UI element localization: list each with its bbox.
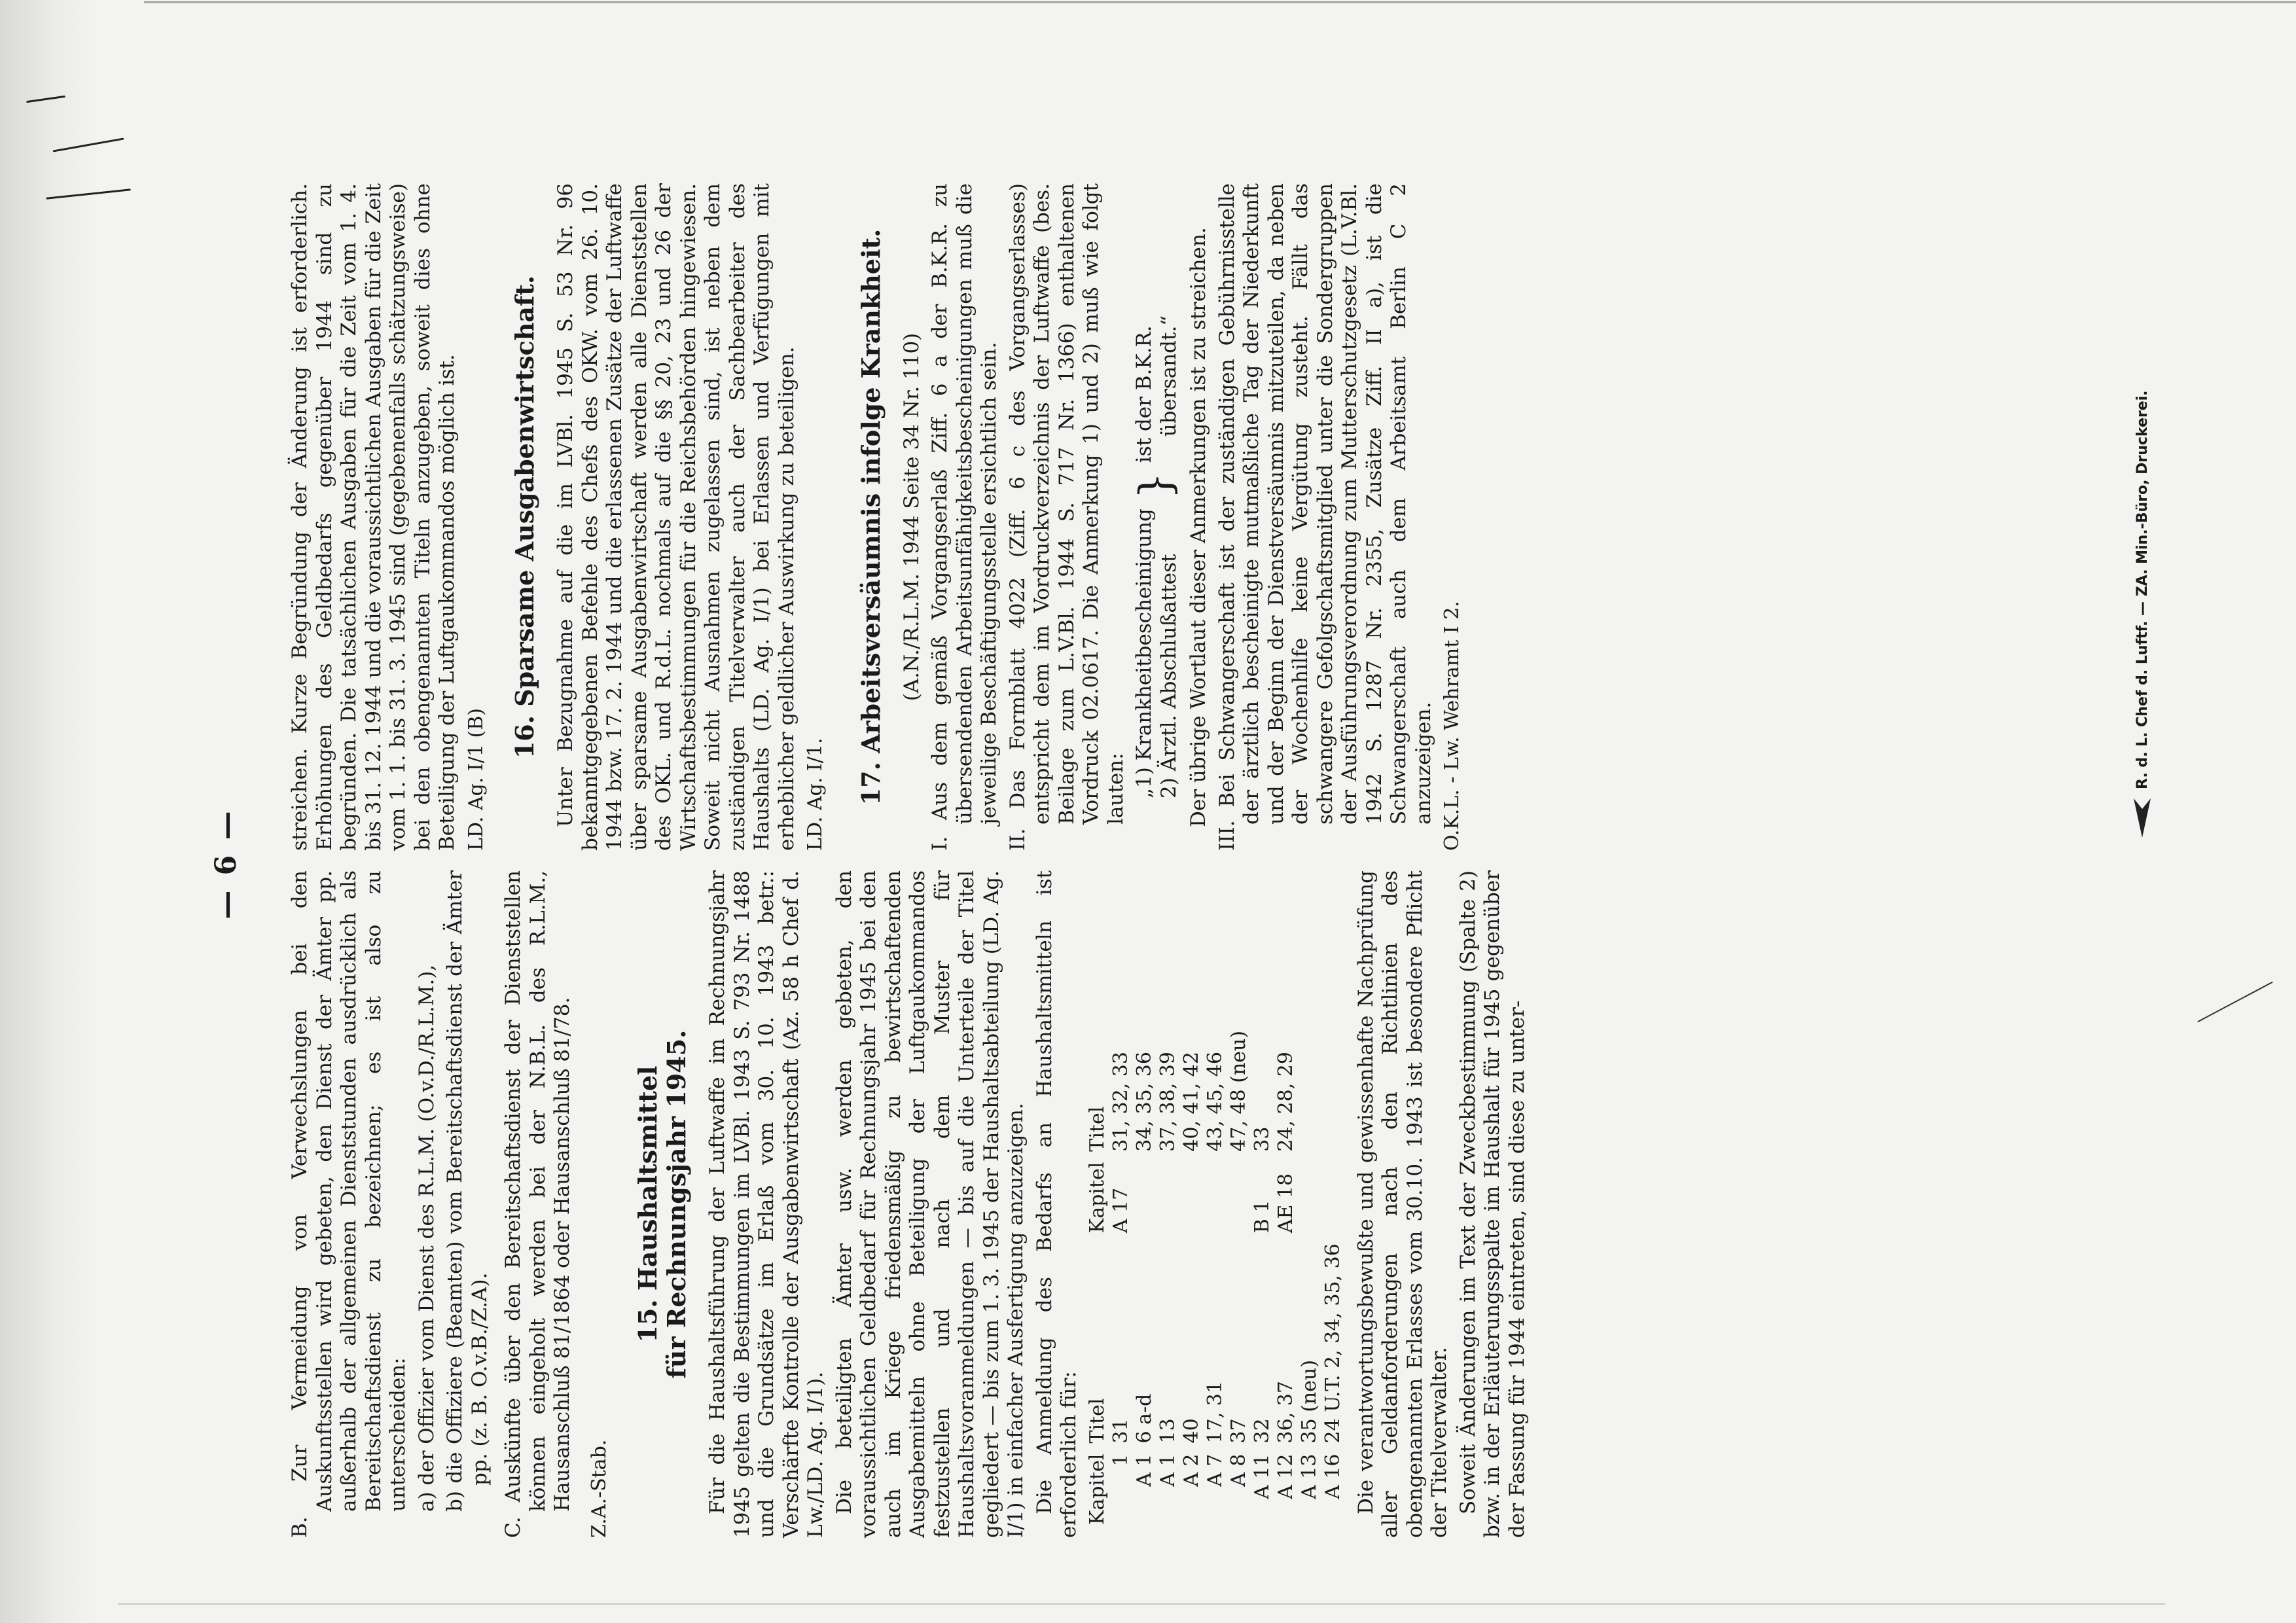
table-cell: 24, 28, 29 xyxy=(1274,1052,1297,1152)
signature-okl: O.K.L. - Lw. Wehramt I 2. xyxy=(1441,601,1463,851)
signature-ld-ag: LD. Ag. I/1. xyxy=(804,738,827,851)
item-a-text: a) der Offizier vom Dienst des R.L.M. (O.v.D./R.L.M.), xyxy=(414,964,439,1512)
quote-block xyxy=(1132,183,1181,798)
heading-17: 17. Arbeitsversäumnis infolge Krankheit. xyxy=(855,228,886,806)
kapitel-titel-table xyxy=(1086,1020,1345,1525)
heading-15 xyxy=(634,870,691,1538)
eagle-logo-icon xyxy=(2134,798,2151,838)
table-cell: A 16 xyxy=(1321,1454,1344,1499)
paragraph-17-3: Der übrige Wortlaut dieser Anmerkungen ist zu streichen. xyxy=(1187,227,1210,827)
table-cell xyxy=(1227,1152,1251,1234)
table-cell: 13 xyxy=(1156,1418,1179,1444)
table-cell: A 11 xyxy=(1250,1454,1274,1499)
heading-15-line1: 15. Haushaltsmittel xyxy=(633,1065,662,1343)
quote-brace: } xyxy=(1130,472,1181,500)
table-cell xyxy=(1180,1152,1204,1234)
quote-line-2: 2) Ärztl. Abschlußattest xyxy=(1157,554,1181,798)
printer-footer-text: R. d. L. Chef d. Luftf. — ZA. Min.-Büro, Druckerei. xyxy=(2134,390,2151,789)
table-row xyxy=(1274,1020,1298,1525)
quote-suffix-1: ist der B.K.R. xyxy=(1132,325,1156,463)
table-cell: 40 xyxy=(1179,1418,1203,1444)
reference-17: (A.N./R.L.M. 1944 Seite 34 Nr. 110) xyxy=(899,332,924,702)
table-cell: 40, 41, 42 xyxy=(1179,1052,1203,1152)
table-row xyxy=(1133,1020,1157,1525)
paragraph-15-1: Für die Haushaltsführung der Luftwaffe im Rechnungsjahr 1945 gelten die Bestimmungen im LVBl. 1943 S. 793 Nr. 1488 und die Grundsätze im Erlaß vom 30. 10. 1943 betr.: Verschärfte Kontrolle der Ausgabenwirtschaft (Az. 58 h Chef d. Lw./LD. Ag. I/1). xyxy=(706,870,827,1538)
quote-suffix xyxy=(1132,315,1181,463)
table-cell: A 7 xyxy=(1203,1454,1227,1487)
table-cell: 36, 37 xyxy=(1274,1381,1297,1444)
table-cell: A 1 xyxy=(1156,1454,1179,1487)
table-body xyxy=(1109,1020,1345,1525)
table-cell: A 12 xyxy=(1274,1454,1297,1499)
table-header: Titel xyxy=(1085,1106,1109,1152)
section-b-text: B. Zur Vermeidung von Verwechslungen bei den Auskunftsstellen wird gebeten, den Dienst der Ämter pp. außerhalb der allgemeinen Dienststunden ausdrücklich als Bereitschaftsdienst zu bezeichnen; es ist also zu unterscheiden: xyxy=(288,870,410,1538)
table-cell xyxy=(1133,1152,1157,1234)
paragraph-17-1: I. Aus dem gemäß Vorgangserlaß Ziff. 6 a der B.K.R. zu übersendenden Arbeitsunfähigkeitsbescheinigungen muß die jeweilige Beschäftigungsstelle ersichtlich sein. xyxy=(928,183,1001,851)
table-cell xyxy=(1321,1020,1345,1152)
paragraph-15-4: Die verantwortungsbewußte und gewissenhafte Nachprüfung aller Geldanforderungen nach den Richtlinien des obengenannten Erlasses vom 30.10. 1943 ist besondere Pflicht der Titelverwalter. xyxy=(1354,870,1451,1538)
table-cell: 6 a-d xyxy=(1132,1393,1156,1444)
table-header: Titel xyxy=(1085,1398,1109,1444)
table-cell: 43, 45, 46 xyxy=(1203,1052,1227,1152)
table-cell xyxy=(1298,1020,1321,1152)
scan-shadow-edge xyxy=(0,0,98,1623)
table-cell: 24 U.T. 2, 34, 35, 36 xyxy=(1321,1243,1344,1444)
printer-footer xyxy=(2134,390,2151,838)
table-cell: 47, 48 (neu) xyxy=(1227,1030,1250,1152)
signature-ld-ag-b: LD. Ag. I/1 (B) xyxy=(464,708,488,851)
quote-line-1: „1) Krankheitbescheinigung xyxy=(1132,508,1156,798)
table-header: Kapitel xyxy=(1085,1454,1109,1525)
quote-items xyxy=(1132,508,1181,798)
signature-za-stab: Z.A.-Stab. xyxy=(587,1439,611,1538)
scan-bottom-border xyxy=(118,1603,2165,1605)
table-cell: A 13 xyxy=(1297,1454,1321,1499)
table-header: Kapitel xyxy=(1085,1162,1109,1234)
table-cell xyxy=(1298,1152,1321,1234)
table-cell: A 8 xyxy=(1227,1454,1250,1487)
paragraph-15-5: Soweit Änderungen im Text der Zweckbestimmung (Spalte 2) bzw. in der Erläuterungsspalte im Haushalt für 1945 gegenüber der Fassung für 1944 eintreten, sind diese zu unter- xyxy=(1456,870,1529,1538)
paragraph-16: Unter Bezugnahme auf die im LVBl. 1945 S. 53 Nr. 96 bekanntgegebenen Befehle des Chefs des OKW. vom 26. 10. 1944 bzw. 17. 2. 1944 und die erlassenen Zusätze der Luftwaffe über sparsame Ausgabenwirtschaft werden alle Dienststellen des OKL. und R.d.L. nochmals auf die §§ 20, 23 und 26 der Wirtschaftsbestimmungen für die Reichsbehörden hingewiesen. Soweit nicht Ausnahmen zugelassen sind, ist neben dem zuständigen Titelverwalter auch der Sachbearbeiter des Haushalts (LD. Ag. I/1) bei Erlassen und Verfügungen mit erheblicher geldlicher Auswirkung zu beteiligen. xyxy=(554,183,798,851)
table-row xyxy=(1321,1020,1345,1525)
table-cell xyxy=(1204,1152,1227,1234)
table-cell: 31 xyxy=(1109,1418,1132,1444)
table-cell: 32 xyxy=(1250,1418,1274,1444)
table-cell xyxy=(1321,1152,1345,1234)
table-cell: B 1 xyxy=(1250,1200,1274,1234)
section-c-text: C. Auskünfte über den Bereitschaftsdienst der Dienststellen können eingeholt werden bei der N.B.L. des R.L.M., Hausanschluß 81/1864 oder Hausanschluß 81/78. xyxy=(501,870,574,1538)
paragraph-17-2: II. Das Formblatt 4022 (Ziff. 6 c des Vorgangserlasses) entspricht dem im Vordruckverzeichnis der Luftwaffe (bes. Beilage zum L.V.Bl. 1944 S. 717 Nr. 1366) enthaltenen Vordruck 02.0617. Die Anmerkung 1) und 2) muß wie folgt lauten: xyxy=(1005,183,1128,851)
table-cell: A 2 xyxy=(1179,1454,1203,1487)
table-cell: AE 18 xyxy=(1274,1173,1297,1234)
table-cell: 17, 31 xyxy=(1203,1381,1227,1444)
left-column xyxy=(288,870,1534,1538)
table-cell: A 1 xyxy=(1132,1454,1156,1487)
table-cell: 33 xyxy=(1250,1126,1274,1152)
paragraph-15-2: Die beteiligten Ämter usw. werden gebeten, den voraussichtlichen Geldbedarf für Rechnungsjahr 1945 bei den auch im Kriege friedensmäßig zu bewirtschaftenden Ausgabemitteln ohne Beteiligung der Luftgaukommandos festzustellen und nach dem Muster für Haushaltsvoranmeldungen — bis auf die Unterteile der Titel gegliedert — bis zum 1. 3. 1945 der Haushaltsabteilung (LD. Ag. I/1) in einfacher Ausfertigung anzuzeigen. xyxy=(832,870,1028,1538)
paragraph-15-continued: streichen. Kurze Begründung der Änderung ist erforderlich. Erhöhungen des Geldbedarfs gegenüber 1944 sind zu begründen. Die tatsächlichen Ausgaben für die Zeit vom 1. 4. bis 31. 12. 1944 und die voraussichtlichen Ausgaben für die Zeit vom 1. 1. bis 31. 3. 1945 sind (gegebenenfalls schätzungsweise) bei den obengenannten Titeln anzugeben, soweit dies ohne Beteiligung der Luftgaukommandos möglich ist. xyxy=(288,183,459,851)
paragraph-17-4: III. Bei Schwangerschaft ist der zuständigen Gebührnisstelle der ärztlich bescheinigte mutmaßliche Tag der Niederkunft und der Beginn der Dienstversäumnis mitzuteilen, da neben der Wochenhilfe keine Vergütung zusteht. Fällt das schwangere Gefolgschaftsmitglied unter die Sondergruppen der Ausführungsverordnung zum Mutterschutzgesetz (L.V.Bl. 1942 S. 1287 Nr. 2355, Zusätze Ziff. II a), ist die Schwangerschaft auch dem Arbeitsamt Berlin C 2 anzuzeigen. xyxy=(1215,183,1435,851)
table-cell: 37, 38, 39 xyxy=(1156,1052,1179,1152)
table-row xyxy=(1157,1020,1180,1525)
table-row xyxy=(1251,1020,1274,1525)
scan-top-border xyxy=(144,1,2296,3)
table-cell: 35 (neu) xyxy=(1297,1359,1321,1444)
item-b-text: b) die Offiziere (Beamten) vom Bereitschaftsdienst der Ämter pp. (z. B. O.v.B./Z.A). xyxy=(443,870,492,1512)
table-cell: 1 xyxy=(1109,1454,1132,1467)
table-cell xyxy=(1157,1152,1180,1234)
table-row xyxy=(1109,1020,1133,1525)
table-cell: A 17 xyxy=(1109,1187,1132,1234)
paragraph-15-3: Die Anmeldung des Bedarfs an Haushaltsmitteln ist erforderlich für: xyxy=(1032,870,1081,1538)
table-cell: 37 xyxy=(1227,1418,1250,1444)
rotated-document-page xyxy=(118,151,2212,1577)
quote-suffix-2: übersandt.“ xyxy=(1157,315,1181,437)
table-row xyxy=(1227,1020,1251,1525)
table-cell: 31, 32, 33 xyxy=(1109,1052,1132,1152)
heading-16: 16. Sparsame Ausgabenwirtschaft. xyxy=(510,275,539,759)
table-row xyxy=(1298,1020,1321,1525)
table-row xyxy=(1180,1020,1204,1525)
table-row xyxy=(1204,1020,1227,1525)
table-cell: 34, 35, 36 xyxy=(1132,1052,1156,1152)
right-column xyxy=(288,183,1469,851)
page-number: — 6 — xyxy=(209,808,243,919)
heading-15-line2: für Rechnungsjahr 1945. xyxy=(662,1029,691,1379)
